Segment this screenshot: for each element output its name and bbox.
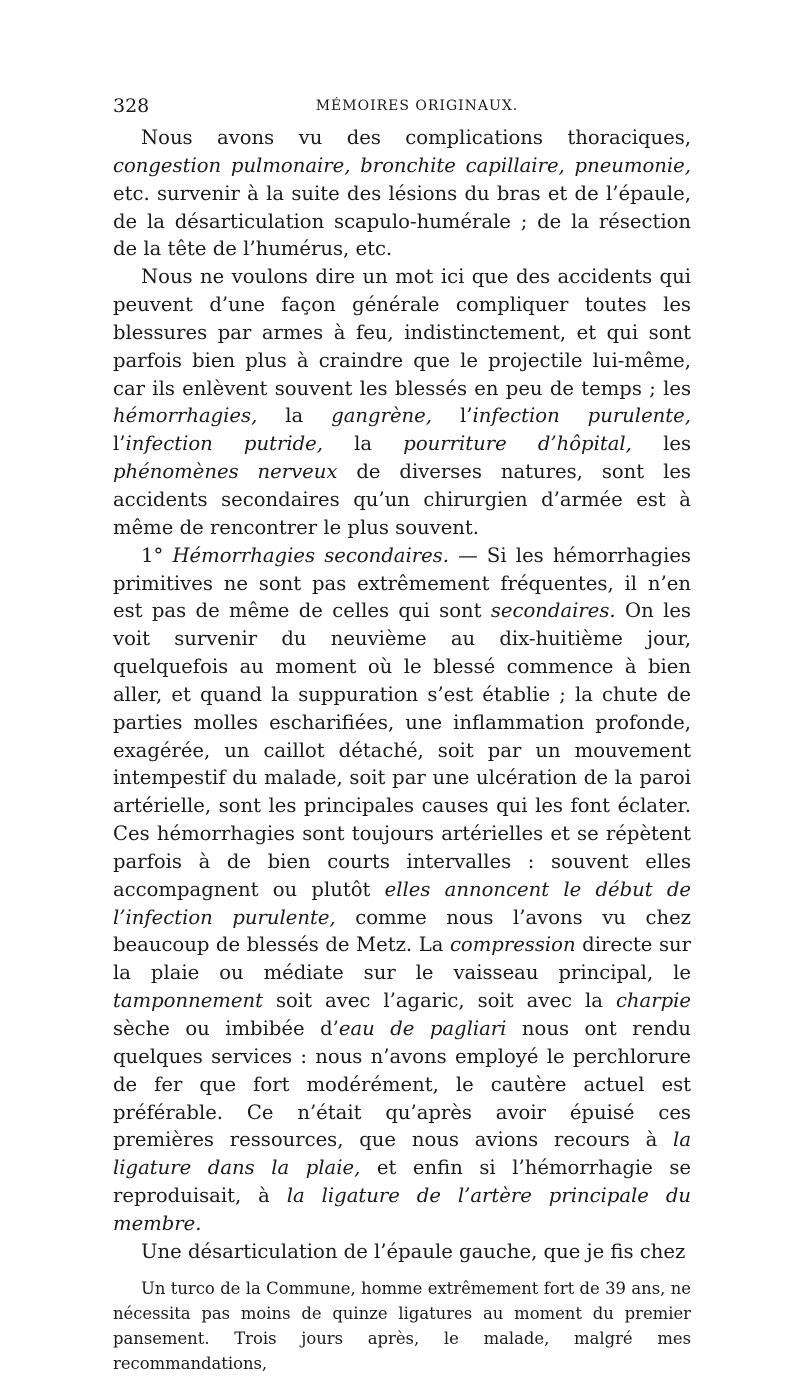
text-run: les <box>631 432 692 456</box>
paragraph-4 <box>113 1238 691 1266</box>
page-number: 328 <box>113 95 150 117</box>
text-run: soit avec l’agaric, soit avec la <box>262 989 616 1013</box>
italic-run: infection putride, <box>125 432 323 456</box>
paragraph-2 <box>113 263 691 541</box>
body-text <box>113 124 691 1266</box>
text-run: — Si les hémorrhagies primitives ne sont pas extrêmement fréquentes, il n’en est pas de même de celles qui sont <box>113 543 691 623</box>
text-run: la <box>322 432 404 456</box>
text-run: Une désarticulation de l’épaule gauche, que je fis chez <box>141 1239 686 1263</box>
text-run: 1° <box>141 543 173 567</box>
italic-run: secondaires. <box>490 599 616 623</box>
text-run: et enfin si l’hémorrhagie se reproduisait, à <box>113 1156 691 1208</box>
italic-run: phénomènes nerveux <box>113 460 338 484</box>
running-head <box>113 94 691 124</box>
paragraph-3 <box>113 542 691 1238</box>
paragraph-1 <box>113 124 691 263</box>
italic-run: la ligature de l’artère principale du membre. <box>113 1184 692 1235</box>
text-run: nous ont rendu quelques services : nous n’avons employé le perchlorure de fer que fort modérément, le cautère actuel est préférable. Ce n’était qu’après avoir épuisé ces premières ressources, que nous avions recours à <box>113 1017 691 1152</box>
italic-run: charpie <box>615 989 691 1013</box>
text-run: l’ <box>113 432 126 456</box>
italic-run: hémorrhagies, <box>113 404 258 428</box>
italic-run: infection purulente, <box>472 404 691 428</box>
italic-run: gangrène, <box>331 404 432 428</box>
section-heading: Hémorrhagies secondaires. <box>172 543 449 567</box>
text-run: de diverses natures, sont les accidents secondaires qu’un chirurgien d’armée est à même de rencontrer le plus souvent. <box>113 460 691 539</box>
text-run: sèche ou imbibée d’ <box>113 1017 339 1040</box>
italic-run: la ligature dans la plaie, <box>113 1128 691 1180</box>
book-page <box>113 94 691 1376</box>
footnote: Un turco de la Commune, homme extrêmement fort de 39 ans, ne nécessita pas moins de quinze ligatures au moment du premier pansement. Trois jours après, le malade, malgré mes recommandations, <box>113 1278 691 1373</box>
text-run: l’ <box>431 404 473 428</box>
text-run: Nous avons vu des complications thoraciques, <box>141 126 691 149</box>
italic-run: compression <box>449 933 576 957</box>
italic-run: tamponnement <box>113 989 263 1013</box>
italic-run: congestion pulmonaire, bronchite capillaire, pneumonie, <box>113 153 691 177</box>
italic-run: eau de pagliari <box>338 1017 507 1040</box>
text-run: etc. survenir à la suite des lésions du bras et de l’épaule, de la désarticulation scapulo-humérale ; de la résection de la tête de l’humérus, etc. <box>113 181 691 261</box>
text-run: la <box>257 404 332 428</box>
italic-run: elles annoncent le début de l’infection purulente, <box>113 877 692 929</box>
text-run: directe sur la plaie ou médiate sur le vaisseau principal, le <box>113 933 691 985</box>
text-run: On les voit survenir du neuvième au dix-huitième jour, quelquefois au moment où le blessé commence à bien aller, et quand la suppuration s’est établie ; la chute de parties molles escharifiées, une inflammation profonde, exagérée, un caillot détaché, soit par un mouvement intempestif du malade, soit par une ulcération de la paroi artérielle, sont les principales causes qui les font éclater. Ces hémorrhagies sont toujours artérielles et se répètent parfois à de bien courts intervalles : souvent elles accompagnent ou plutôt <box>113 599 691 901</box>
italic-run: pourriture d’hôpital, <box>403 432 632 456</box>
running-title: MÉMOIRES ORIGINAUX. <box>315 98 519 114</box>
text-run: Nous ne voulons dire un mot ici que des accidents qui peuvent d’une façon générale compliquer toutes les blessures par armes à feu, indistinctement, et qui sont parfois bien plus à craindre que le projectile lui-même, car ils enlèvent souvent les blessés en peu de temps ; les <box>113 265 691 400</box>
text-run: comme nous l’avons vu chez beaucoup de blessés de Metz. La <box>113 905 691 957</box>
